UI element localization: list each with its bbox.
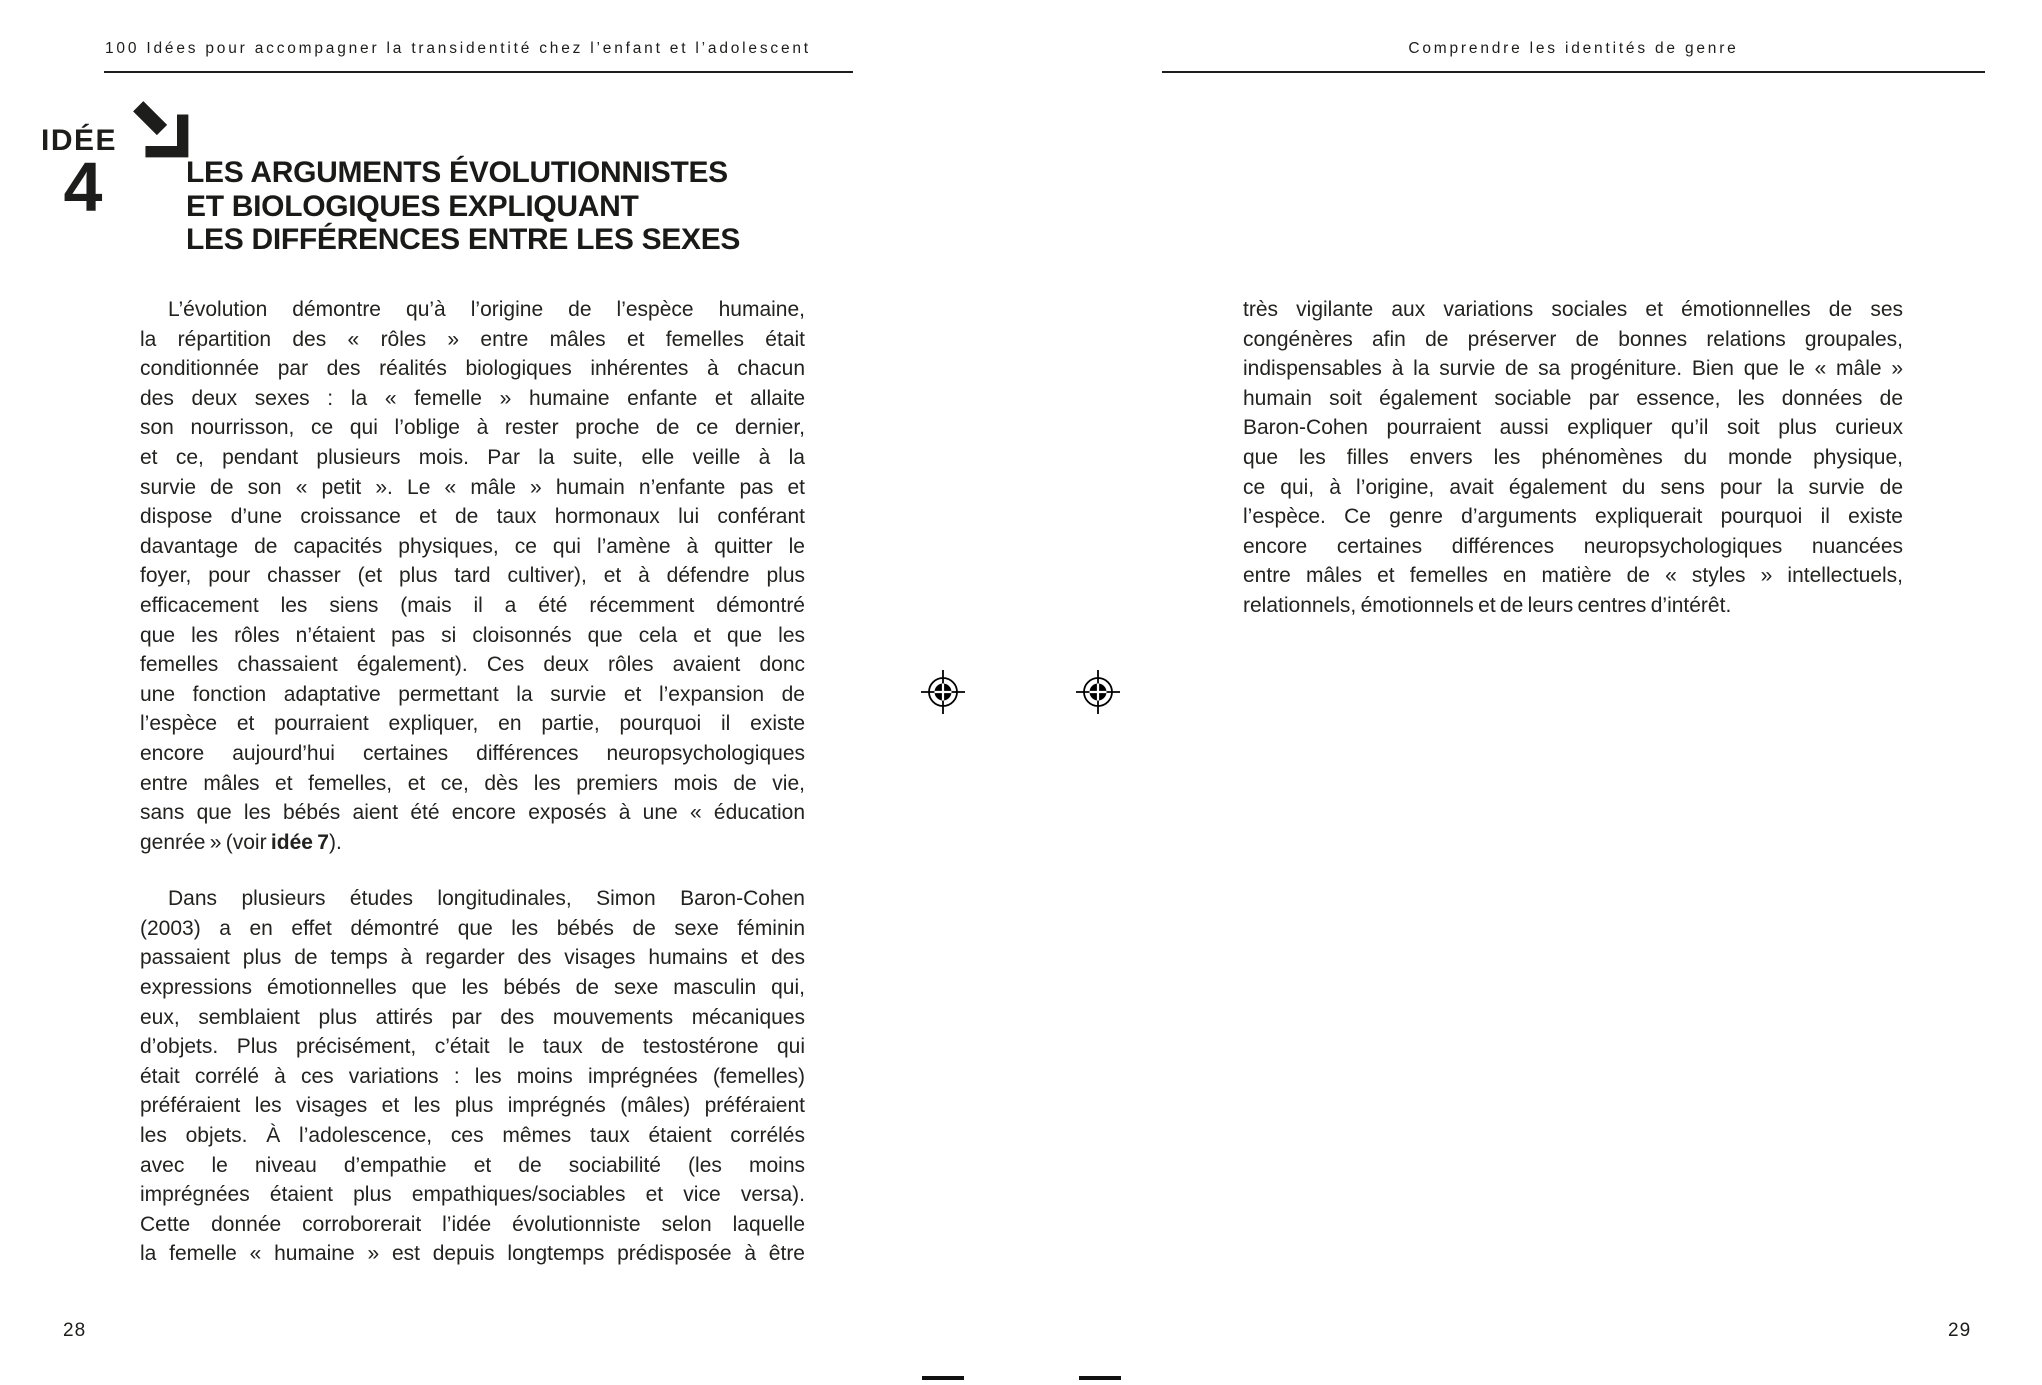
text-line: que les filles envers les phénomènes du monde physique, <box>1243 445 1903 469</box>
registration-crosshair-icon <box>1074 668 1122 716</box>
down-right-arrow-icon <box>133 100 191 165</box>
trim-mark <box>922 1376 964 1380</box>
body-column-left <box>140 295 805 1269</box>
chapter-title-line: LES DIFFÉRENCES ENTRE LES SEXES <box>186 223 741 256</box>
text-line: indispensables à la survie de sa progéniture. Bien que le « mâle » <box>1243 357 1903 381</box>
text-line: était corrélé à ces variations : les moins imprégnées (femelles) <box>140 1064 805 1088</box>
page-number-left: 28 <box>63 1320 87 1341</box>
text-line: foyer, pour chasser (et plus tard cultiver), et à défendre plus <box>140 564 805 588</box>
running-header-left: 100 Idées pour accompagner la transidentité chez l’enfant et l’adolescent <box>105 40 811 57</box>
text-line: survie de son « petit ». Le « mâle » humain n’enfante pas et <box>140 475 805 499</box>
body-column-right <box>1243 295 1903 621</box>
text-line: l’espèce et pourraient expliquer, en partie, pourquoi il existe <box>140 712 805 736</box>
text-line: Cette donnée corroborerait l’idée évolutionniste selon laquelle <box>140 1212 805 1236</box>
text-line: L’évolution démontre qu’à l’origine de l’espèce humaine, <box>168 298 805 321</box>
text-line: des deux sexes : la « femelle » humaine enfante et allaite <box>140 386 805 410</box>
text-line: la femelle « humaine » est depuis longtemps prédisposée à être <box>140 1242 805 1266</box>
text-line: l’espèce. Ce genre d’arguments expliquerait pourquoi il existe <box>1243 505 1903 529</box>
text-line: une fonction adaptative permettant la survie et l’expansion de <box>140 682 805 706</box>
text-line: congénères afin de préserver de bonnes relations groupales, <box>1243 327 1903 351</box>
text-line: avec le niveau d’empathie et de sociabilité (les moins <box>140 1153 805 1177</box>
text-line: eux, semblaient plus attirés par des mouvements mécaniques <box>140 1005 805 1029</box>
chapter-title-line: LES ARGUMENTS ÉVOLUTIONNISTES <box>186 156 728 189</box>
text-line: efficacement les siens (mais il a été récemment démontré <box>140 593 805 617</box>
text-line: que les rôles n’étaient pas si cloisonnés que cela et que les <box>140 623 805 647</box>
text-line: relationnels, émotionnels et de leurs centres d’intérêt. <box>1243 593 1732 617</box>
text-line: encore certaines différences neuropsychologiques nuancées <box>1243 534 1903 558</box>
text-line: davantage de capacités physiques, ce qui l’amène à quitter le <box>140 534 805 558</box>
text-line: conditionnée par des réalités biologiques inhérentes à chacun <box>140 357 805 381</box>
registration-crosshair-icon <box>919 668 967 716</box>
text-line: (2003) a en effet démontré que les bébés de sexe féminin <box>140 916 805 940</box>
text-line: sans que les bébés aient été encore exposés à une « éducation <box>140 801 805 825</box>
text-line: Dans plusieurs études longitudinales, Simon Baron-Cohen <box>168 887 805 911</box>
text-line: la répartition des « rôles » entre mâles et femelles était <box>140 327 805 351</box>
page-number-right: 29 <box>1948 1320 1972 1341</box>
text-line: dispose d’une croissance et de taux hormonaux lui conférant <box>140 505 805 529</box>
text-line: d’objets. Plus précisément, c’était le taux de testostérone qui <box>140 1035 805 1059</box>
idea-number: 4 <box>63 148 103 226</box>
chapter-title-line: ET BIOLOGIQUES EXPLIQUANT <box>186 189 639 223</box>
trim-mark <box>1079 1376 1121 1380</box>
text-line: très vigilante aux variations sociales et émotionnelles de ses <box>1243 298 1903 321</box>
text-line: Baron-Cohen pourraient aussi expliquer qu’il soit plus curieux <box>1243 416 1903 440</box>
text-line: ce qui, à l’origine, avait également du sens pour la survie de <box>1243 475 1903 499</box>
chapter-title <box>186 156 740 257</box>
text-line: expressions émotionnelles que les bébés de sexe masculin qui, <box>140 976 805 1000</box>
text-line: préféraient les visages et les plus imprégnés (mâles) préféraient <box>140 1094 805 1118</box>
text-line: encore aujourd’hui certaines différences neuropsychologiques <box>140 741 805 765</box>
text-line: genrée » (voir idée 7). <box>140 830 342 854</box>
paragraph <box>140 295 805 857</box>
text-line: entre mâles et femelles en matière de « styles » intellectuels, <box>1243 564 1903 588</box>
header-rule-left <box>104 71 853 73</box>
paragraph <box>1243 295 1903 621</box>
text-line: femelles chassaient également). Ces deux rôles avaient donc <box>140 653 805 677</box>
idea-label: IDÉE <box>41 124 118 157</box>
text-line: entre mâles et femelles, et ce, dès les premiers mois de vie, <box>140 771 805 795</box>
paragraph <box>140 884 805 1269</box>
text-line: et ce, pendant plusieurs mois. Par la suite, elle veille à la <box>140 445 805 469</box>
running-header-right: Comprendre les identités de genre <box>1408 40 1739 57</box>
text-line: les objets. À l’adolescence, ces mêmes taux étaient corrélés <box>140 1124 805 1148</box>
header-rule-right <box>1162 71 1985 73</box>
text-line: passaient plus de temps à regarder des visages humains et des <box>140 946 805 970</box>
text-line: imprégnées étaient plus empathiques/sociables et vice versa). <box>140 1183 805 1207</box>
text-line: son nourrisson, ce qui l’oblige à rester proche de ce dernier, <box>140 416 805 440</box>
text-line: humain soit également sociable par essence, les données de <box>1243 386 1903 410</box>
